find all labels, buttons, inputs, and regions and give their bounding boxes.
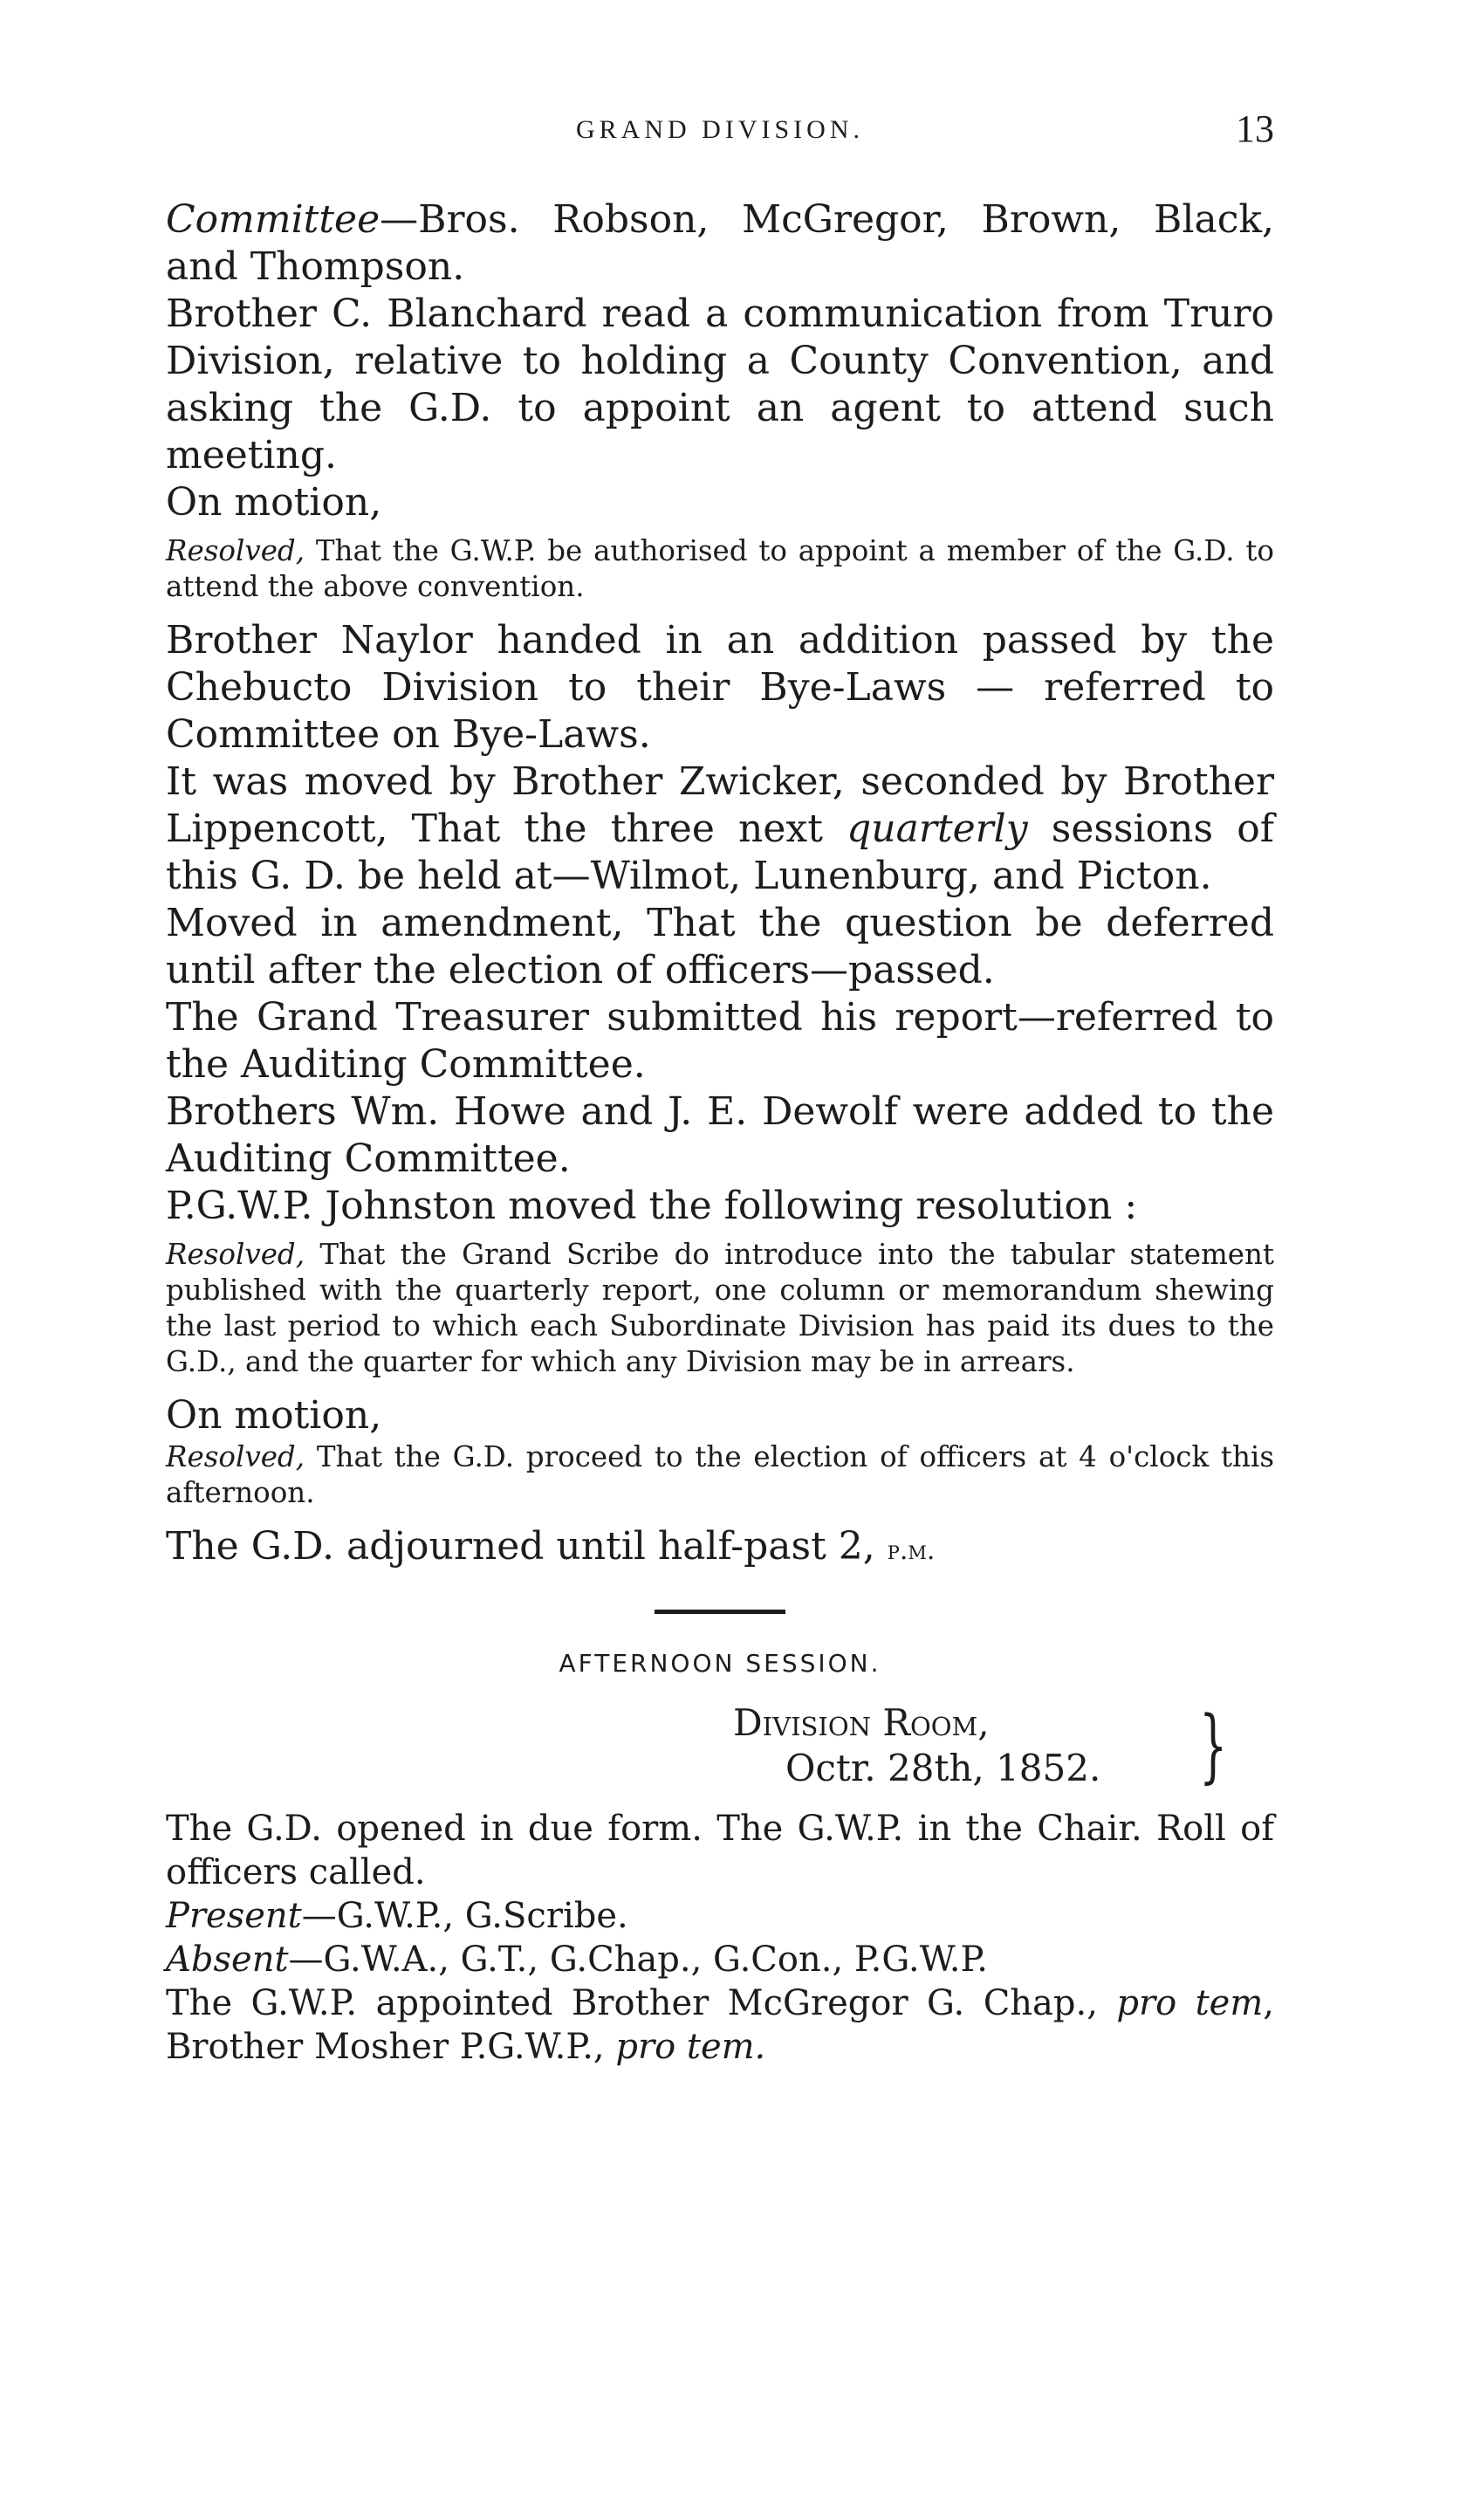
resolution-election (166, 1439, 1274, 1511)
resolved-label: Resolved, (166, 1440, 305, 1473)
paragraph-text: P.G.W.P. Johnston moved the following resolution : (166, 1184, 1138, 1228)
paragraph-italic: pro tem. (615, 2027, 766, 2067)
paragraph-text: The G.D. opened in due form. The G.W.P. in the Chair. Roll of officers called. (166, 1809, 1274, 1892)
running-title: GRAND DIVISION. (576, 115, 864, 144)
paragraph-on-motion (166, 479, 1274, 526)
resolution-tabular-statement (166, 1237, 1274, 1380)
paragraph-text: The Grand Treasurer submitted his report—referred to the Auditing Committee. (166, 995, 1274, 1087)
resolution-convention (166, 533, 1274, 605)
paragraph-quarterly-sessions (166, 759, 1274, 900)
paragraph-text: Moved in amendment, That the question be deferred until after the election of officers—passed. (166, 901, 1274, 992)
paragraph-auditing-added (166, 1088, 1274, 1183)
paragraph-text: It was moved by Brother Zwicker, seconded by Brother Lippencott, That the three next (166, 759, 1274, 851)
paragraph-absent (166, 1938, 1274, 1981)
resolved-label: Resolved, (166, 1238, 305, 1271)
paragraph-on-motion-2 (166, 1392, 1274, 1439)
running-head (166, 107, 1274, 168)
page-number: 13 (1236, 107, 1274, 150)
paragraph-text: Brothers Wm. Howe and J. E. Dewolf were added to the Auditing Committee. (166, 1089, 1274, 1181)
pm-abbreviation: p.m. (887, 1535, 936, 1566)
paragraph-text: That the Grand Scribe do introduce into the tabular statement published with the quarterly report, one column or memorandum shewing the last period to which each Subordinate Division has paid its dues to the G.D., and the quarter for which any Division may be in arrears. (166, 1238, 1274, 1378)
paragraph-italic: pro tem (1116, 1983, 1264, 2023)
dateline-room: Division Room, (733, 1701, 990, 1744)
paragraph-text: Brother C. Blanchard read a communication from Truro Division, relative to holding a County Convention, and asking the G.D. to appoint an agent to attend such meeting. (166, 292, 1274, 477)
paragraph-truro-communication (166, 291, 1274, 479)
paragraph-lead: Committee (166, 197, 380, 242)
paragraph-text: That the G.D. proceed to the election of officers at 4 o'clock this afternoon. (166, 1440, 1274, 1509)
paragraph-present (166, 1894, 1274, 1938)
paragraph-lead: Present (166, 1896, 302, 1936)
paragraph-johnston-motion (166, 1183, 1274, 1230)
paragraph-treasurer-report (166, 994, 1274, 1088)
paragraph-appointments (166, 1981, 1274, 2069)
paragraph-adjourned (166, 1523, 1274, 1575)
paragraph-text: On motion, (166, 480, 382, 525)
section-divider-rule (655, 1610, 785, 1614)
text-block (166, 196, 1274, 2069)
paragraph-text: sessions of this G. D. be held at—Wilmot, Lunenburg, and Picton. (166, 807, 1275, 898)
paragraph-text: Brother Naylor handed in an addition passed by the Chebucto Division to their Bye-Laws — referred to Committee on Bye-Laws. (166, 618, 1274, 757)
paragraph-text: —G.W.A., G.T., G.Chap., G.Con., P.G.W.P. (288, 1940, 988, 1980)
dateline-date: Octr. 28th, 1852. (785, 1747, 1101, 1789)
paragraph-text: On motion, (166, 1393, 382, 1438)
dateline (733, 1699, 1228, 1792)
paragraph-text: That the G.W.P. be authorised to appoint a member of the G.D. to attend the above convention. (166, 534, 1274, 603)
paragraph-amendment (166, 900, 1274, 994)
paragraph-text: The G.W.P. appointed Brother McGregor G. Chap., (166, 1983, 1117, 2023)
paragraph-bye-laws (166, 617, 1274, 759)
paragraph-opened (166, 1807, 1274, 1894)
paragraph-italic: quarterly (847, 807, 1028, 851)
paragraph-lead: Absent (166, 1940, 289, 1980)
paragraph-text: The G.D. adjourned until half-past 2, (166, 1524, 888, 1569)
afternoon-session-heading: AFTERNOON SESSION. (559, 1649, 881, 1678)
paragraph-text: , Brother Mosher P.G.W.P., (166, 1983, 1275, 2067)
brace-glyph: } (1199, 1699, 1228, 1792)
resolved-label: Resolved, (166, 534, 305, 567)
paragraph-text: —G.W.P., G.Scribe. (301, 1896, 628, 1936)
paragraph-committee (166, 196, 1274, 291)
paragraph-text: —Bros. Robson, McGregor, Brown, Black, and Thompson. (166, 197, 1274, 289)
